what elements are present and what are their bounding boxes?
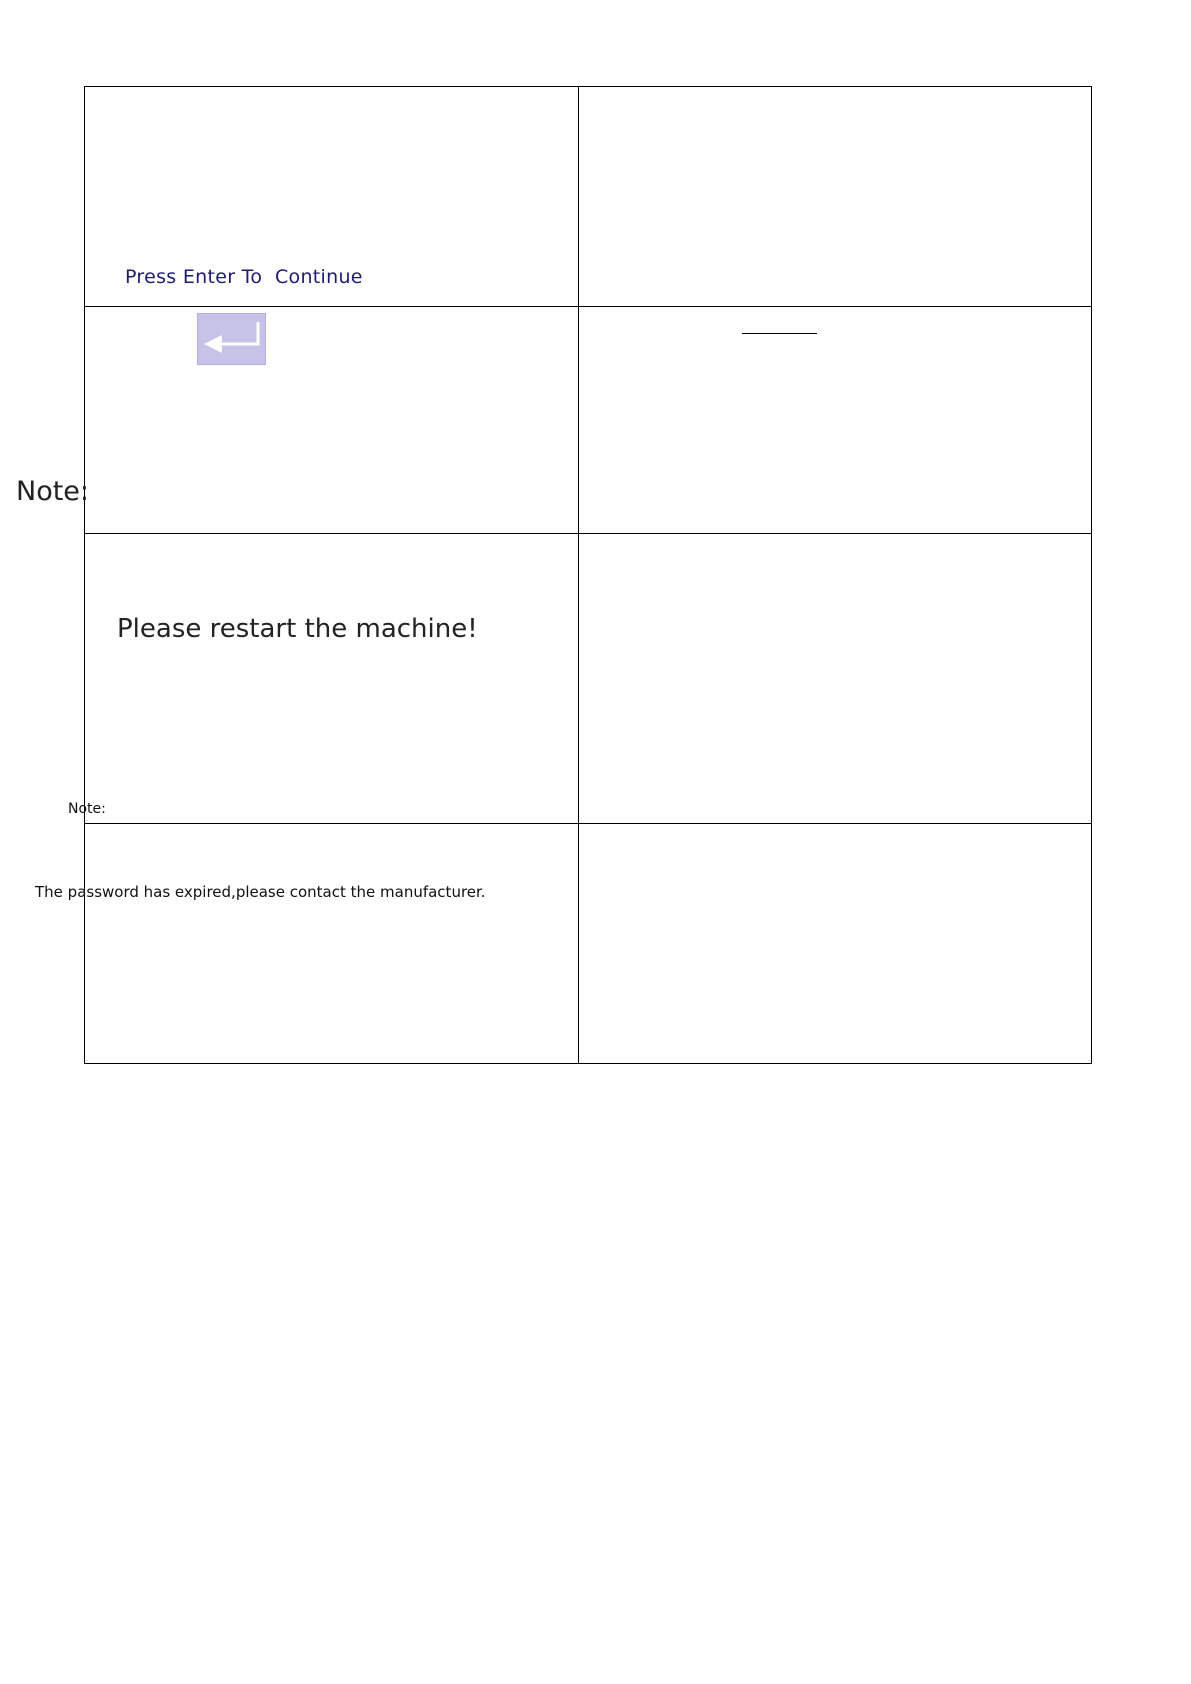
enter-return-icon [198,314,267,366]
row-divider-2 [85,533,1091,534]
document-table [84,86,1092,1064]
password-expired-message: The password has expired,please contact the manufacturer. [35,883,486,901]
row1-right-cell [579,87,1093,306]
row-divider-3 [85,823,1091,824]
note-heading-large: Note: [16,476,90,507]
press-enter-prompt: Press Enter To Continue [125,266,363,288]
blank-underline [742,333,817,334]
enter-key-button[interactable] [197,313,266,365]
row-divider-1 [85,306,1091,307]
note-heading-small: Note: [68,801,106,817]
restart-message: Please restart the machine! [117,614,478,644]
